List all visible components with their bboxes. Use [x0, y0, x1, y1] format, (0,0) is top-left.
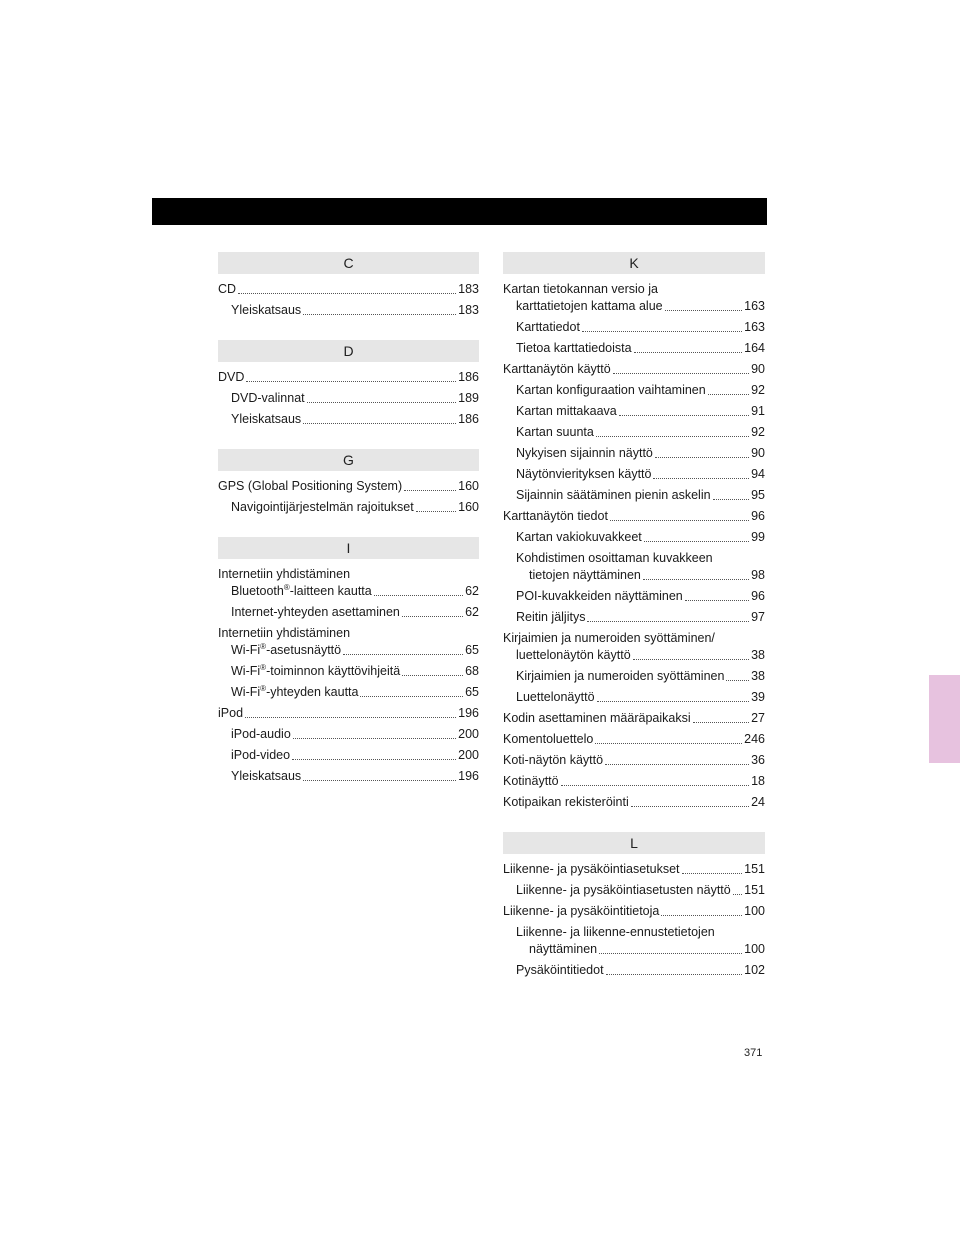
index-subentry[interactable]: Kartan vakiokuvakkeet 99: [516, 530, 765, 544]
index-subentry[interactable]: Liikenne- ja liikenne-ennustetietojen näyttäminen 100: [516, 925, 765, 956]
index-entry[interactable]: Kartan tietokannan versio ja karttatietojen kattama alue 163: [503, 282, 765, 313]
index-entry[interactable]: Kotipaikan rekisteröinti 24: [503, 795, 765, 809]
index-subentry[interactable]: Luettelonäyttö 39: [516, 690, 765, 704]
section-letter: I: [218, 537, 479, 559]
index-section-l: [503, 832, 765, 978]
index-subentry[interactable]: Navigointijärjestelmän rajoitukset 160: [231, 500, 479, 514]
index-entry[interactable]: Karttanäytön tiedot 96: [503, 509, 765, 523]
index-section-g: [218, 449, 479, 515]
index-subentry[interactable]: Karttatiedot 163: [516, 320, 765, 334]
index-column-right: [503, 252, 765, 1000]
index-subentry[interactable]: Reitin jäljitys 97: [516, 610, 765, 624]
section-letter: K: [503, 252, 765, 274]
index-subentry[interactable]: Kartan mittakaava 91: [516, 404, 765, 418]
index-entry[interactable]: iPod 196: [218, 706, 479, 720]
index-entry[interactable]: Koti-näytön käyttö 36: [503, 753, 765, 767]
index-entry[interactable]: Kotinäyttö 18: [503, 774, 765, 788]
index-entry[interactable]: Internetiin yhdistäminen Bluetooth®-laitteen kautta 62: [218, 567, 479, 598]
index-section-c: [218, 252, 479, 318]
index-entry[interactable]: Karttanäytön käyttö 90: [503, 362, 765, 376]
index-section-d: [218, 340, 479, 427]
index-entry[interactable]: CD 183: [218, 282, 479, 296]
index-subentry[interactable]: Nykyisen sijainnin näyttö 90: [516, 446, 765, 460]
index-subentry[interactable]: Liikenne- ja pysäköintiasetusten näyttö 151: [516, 883, 765, 897]
index-subentry[interactable]: Sijainnin säätäminen pienin askelin 95: [516, 488, 765, 502]
page-number: 371: [744, 1047, 763, 1059]
index-subentry[interactable]: Kartan suunta 92: [516, 425, 765, 439]
section-letter: C: [218, 252, 479, 274]
section-letter: D: [218, 340, 479, 362]
section-letter: G: [218, 449, 479, 471]
index-entry[interactable]: GPS (Global Positioning System) 160: [218, 479, 479, 493]
index-entry[interactable]: Kodin asettaminen määräpaikaksi 27: [503, 711, 765, 725]
index-subentry[interactable]: Yleiskatsaus 196: [231, 769, 479, 783]
index-subentry[interactable]: Kirjaimien ja numeroiden syöttäminen 38: [516, 669, 765, 683]
index-subentry[interactable]: iPod-audio 200: [231, 727, 479, 741]
index-entry[interactable]: Komentoluettelo 246: [503, 732, 765, 746]
index-subentry[interactable]: Pysäköintitiedot 102: [516, 963, 765, 977]
index-subentry[interactable]: Internet-yhteyden asettaminen 62: [231, 605, 479, 619]
index-entry[interactable]: Internetiin yhdistäminen Wi-Fi®-asetusnäyttö 65: [218, 626, 479, 657]
index-subentry[interactable]: Tietoa karttatiedoista 164: [516, 341, 765, 355]
index-subentry[interactable]: DVD-valinnat 189: [231, 391, 479, 405]
index-subentry[interactable]: Yleiskatsaus 183: [231, 303, 479, 317]
index-subentry[interactable]: POI-kuvakkeiden näyttäminen 96: [516, 589, 765, 603]
index-entry[interactable]: Liikenne- ja pysäköintiasetukset 151: [503, 862, 765, 876]
index-subentry[interactable]: Wi-Fi®-yhteyden kautta 65: [231, 683, 479, 699]
index-section-i: [218, 537, 479, 784]
index-subentry[interactable]: Yleiskatsaus 186: [231, 412, 479, 426]
index-subentry[interactable]: iPod-video 200: [231, 748, 479, 762]
index-entry[interactable]: DVD 186: [218, 370, 479, 384]
index-subentry[interactable]: Näytönvierityksen käyttö 94: [516, 467, 765, 481]
index-section-k: [503, 252, 765, 810]
index-entry[interactable]: Liikenne- ja pysäköintitietoja 100: [503, 904, 765, 918]
index-subentry[interactable]: Wi-Fi®-toiminnon käyttövihjeitä 68: [231, 662, 479, 678]
section-tab: [929, 675, 960, 763]
index-subentry[interactable]: Kartan konfiguraation vaihtaminen 92: [516, 383, 765, 397]
section-letter: L: [503, 832, 765, 854]
header-bar: [152, 198, 767, 225]
index-subentry[interactable]: Kohdistimen osoittaman kuvakkeen tietojen näyttäminen 98: [516, 551, 765, 582]
index-entry[interactable]: Kirjaimien ja numeroiden syöttäminen/ luettelonäytön käyttö 38: [503, 631, 765, 662]
index-column-left: [218, 252, 479, 806]
